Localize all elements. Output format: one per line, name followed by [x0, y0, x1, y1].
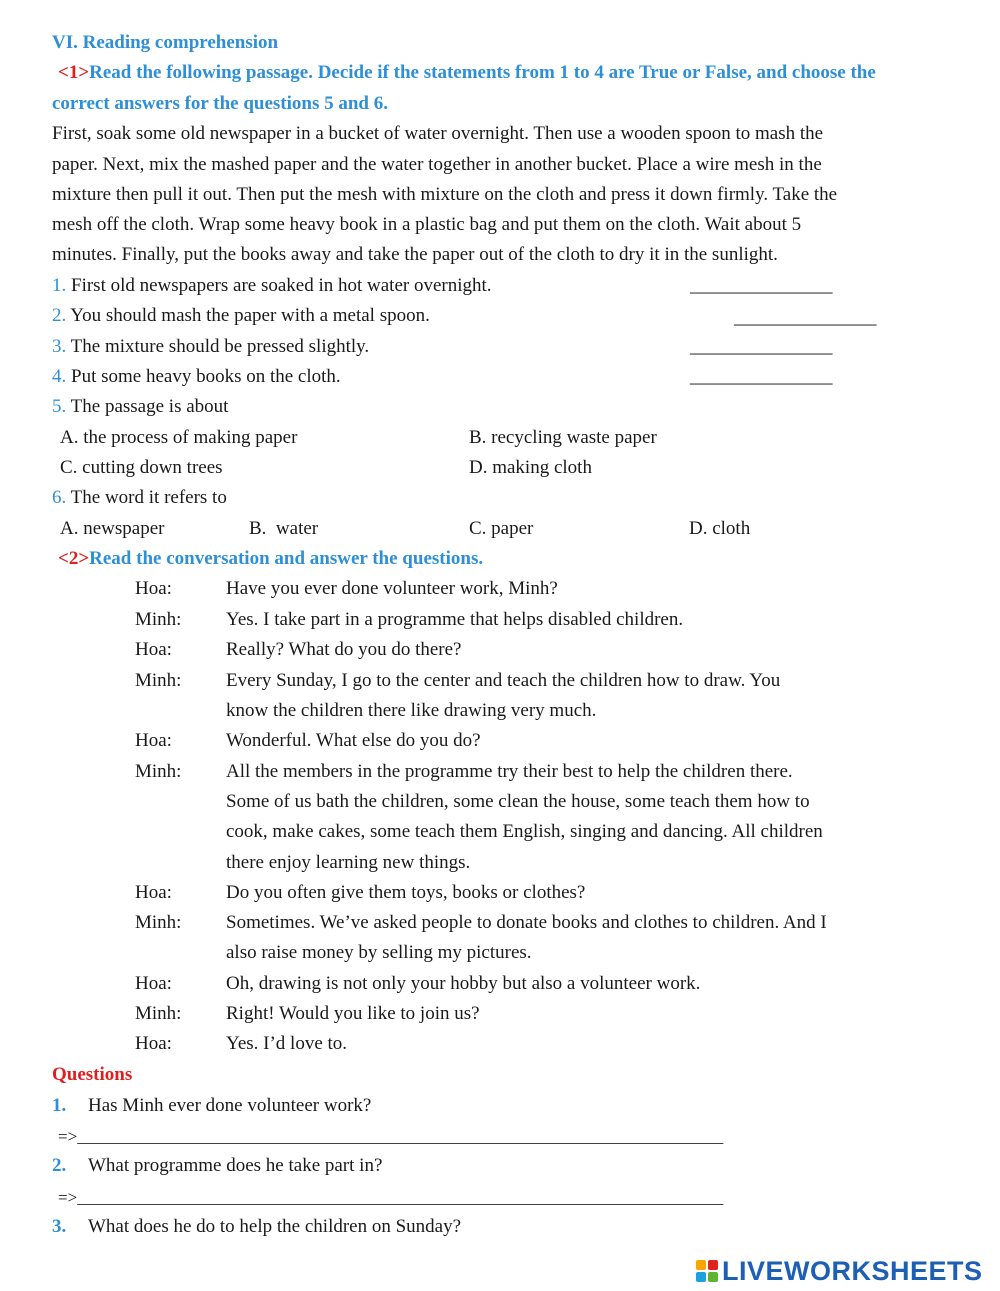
question-5	[52, 395, 228, 419]
passage-line: mesh off the cloth. Wrap some heavy book in a plastic bag and put them on the cloth. Wait about 5	[52, 214, 802, 235]
answer-blank-3[interactable]: _______________	[690, 336, 833, 357]
logo-mark-icon	[696, 1260, 718, 1282]
statement-number: 2.	[52, 305, 67, 326]
part1-instruction	[58, 61, 876, 85]
answer-blank-1[interactable]: _______________	[690, 275, 833, 296]
dialogue-line: there enjoy learning new things.	[226, 852, 471, 873]
dialogue-speaker: Hoa:	[135, 730, 172, 751]
logo-square	[708, 1260, 718, 1270]
question-text: What programme does he take part in?	[88, 1155, 383, 1176]
dialogue-line: Yes. I’d love to.	[226, 1033, 348, 1054]
answer-blank-4[interactable]: _______________	[690, 366, 833, 387]
statement-number: 4.	[52, 366, 67, 387]
statement-3	[52, 335, 369, 359]
dialogue-line: All the members in the programme try their best to help the children there.	[226, 761, 793, 782]
dialogue-line: cook, make cakes, some teach them English, singing and dancing. All children	[226, 821, 823, 842]
dialogue-speaker: Hoa:	[135, 882, 172, 903]
answer-prefix: =>	[58, 1127, 78, 1146]
part2-marker: <2>	[58, 548, 90, 569]
question-6	[52, 486, 227, 510]
answer-line-1[interactable]	[58, 1125, 723, 1149]
dialogue-speaker: Minh:	[135, 761, 182, 782]
question-text: The word it refers to	[70, 487, 227, 508]
logo-square	[696, 1260, 706, 1270]
statement-2	[52, 304, 430, 328]
part1-instruction-line2: correct answers for the questions 5 and 6.	[52, 93, 388, 114]
dialogue-line: Wonderful. What else do you do?	[226, 730, 481, 751]
passage-line: First, soak some old newspaper in a bucket of water overnight. Then use a wooden spoon to mash the	[52, 123, 824, 144]
dialogue-line: Sometimes. We’ve asked people to donate books and clothes to children. And I	[226, 912, 827, 933]
dialogue-speaker: Minh:	[135, 609, 182, 630]
dialogue-speaker: Minh:	[135, 1003, 182, 1024]
statement-text: First old newspapers are soaked in hot water overnight.	[71, 275, 492, 296]
dialogue-line: Really? What do you do there?	[226, 639, 462, 660]
part1-instruction-line1: Read the following passage. Decide if the statements from 1 to 4 are True or False, and choose the	[89, 62, 876, 83]
logo-square	[696, 1272, 706, 1282]
logo-text: LIVEWORKSHEETS	[722, 1255, 983, 1286]
statement-4	[52, 365, 341, 389]
dialogue-line: Do you often give them toys, books or clothes?	[226, 882, 586, 903]
question-number: 1.	[52, 1095, 67, 1116]
question-text: The passage is about	[70, 396, 229, 417]
question-text: What does he do to help the children on Sunday?	[88, 1216, 462, 1237]
question-text: Has Minh ever done volunteer work?	[88, 1095, 372, 1116]
statement-text: The mixture should be pressed slightly.	[70, 336, 370, 357]
passage-line: paper. Next, mix the mashed paper and the water together in another bucket. Place a wire mesh in the	[52, 154, 822, 175]
dialogue-line: also raise money by selling my pictures.	[226, 942, 532, 963]
dialogue-speaker: Minh:	[135, 670, 182, 691]
dialogue-speaker: Hoa:	[135, 973, 172, 994]
section-title: VI. Reading comprehension	[52, 32, 279, 53]
dialogue-line: Have you ever done volunteer work, Minh?	[226, 578, 558, 599]
statement-text: Put some heavy books on the cloth.	[71, 366, 341, 387]
dialogue-line: Every Sunday, I go to the center and teach the children how to draw. You	[226, 670, 781, 691]
q5-option-d[interactable]: D. making cloth	[469, 457, 592, 478]
statement-text: You should mash the paper with a metal spoon.	[70, 305, 430, 326]
dialogue-line: Oh, drawing is not only your hobby but also a volunteer work.	[226, 973, 701, 994]
answer-blank-2[interactable]: _______________	[734, 307, 877, 328]
logo-square	[708, 1272, 718, 1282]
dialogue-speaker: Hoa:	[135, 639, 172, 660]
answer-blank[interactable]: ____________________________________________________________________________	[77, 1127, 724, 1146]
statement-1	[52, 274, 492, 298]
q5-option-b[interactable]: B. recycling waste paper	[469, 427, 657, 448]
dialogue-speaker: Hoa:	[135, 578, 172, 599]
passage-line: minutes. Finally, put the books away and take the paper out of the cloth to dry it in the sunlight.	[52, 244, 778, 265]
part2-instruction-text: Read the conversation and answer the questions.	[89, 548, 484, 569]
q6-option-b[interactable]: B. water	[249, 518, 319, 539]
q5-option-c[interactable]: C. cutting down trees	[60, 457, 223, 478]
q6-option-c[interactable]: C. paper	[469, 518, 534, 539]
q6-option-d[interactable]: D. cloth	[689, 518, 751, 539]
question-number: 6.	[52, 487, 67, 508]
answer-prefix: =>	[58, 1188, 78, 1207]
answer-line-2[interactable]	[58, 1186, 723, 1210]
dialogue-line: Yes. I take part in a programme that helps disabled children.	[226, 609, 684, 630]
question-number: 5.	[52, 396, 67, 417]
statement-number: 1.	[52, 275, 67, 296]
q5-option-a[interactable]: A. the process of making paper	[60, 427, 298, 448]
dialogue-speaker: Hoa:	[135, 1033, 172, 1054]
part2-instruction	[58, 547, 483, 571]
q6-option-a[interactable]: A. newspaper	[60, 518, 165, 539]
dialogue-line: Right! Would you like to join us?	[226, 1003, 480, 1024]
answer-blank[interactable]: ____________________________________________________________________________	[77, 1188, 724, 1207]
dialogue-line: know the children there like drawing very much.	[226, 700, 597, 721]
part1-marker: <1>	[58, 62, 90, 83]
dialogue-speaker: Minh:	[135, 912, 182, 933]
dialogue-line: Some of us bath the children, some clean the house, some teach them how to	[226, 791, 810, 812]
passage-line: mixture then pull it out. Then put the mesh with mixture on the cloth and press it down firmly. Take the	[52, 184, 838, 205]
question-number: 3.	[52, 1216, 67, 1237]
questions-heading: Questions	[52, 1064, 133, 1085]
question-number: 2.	[52, 1155, 67, 1176]
statement-number: 3.	[52, 336, 67, 357]
liveworksheets-logo	[696, 1254, 983, 1288]
